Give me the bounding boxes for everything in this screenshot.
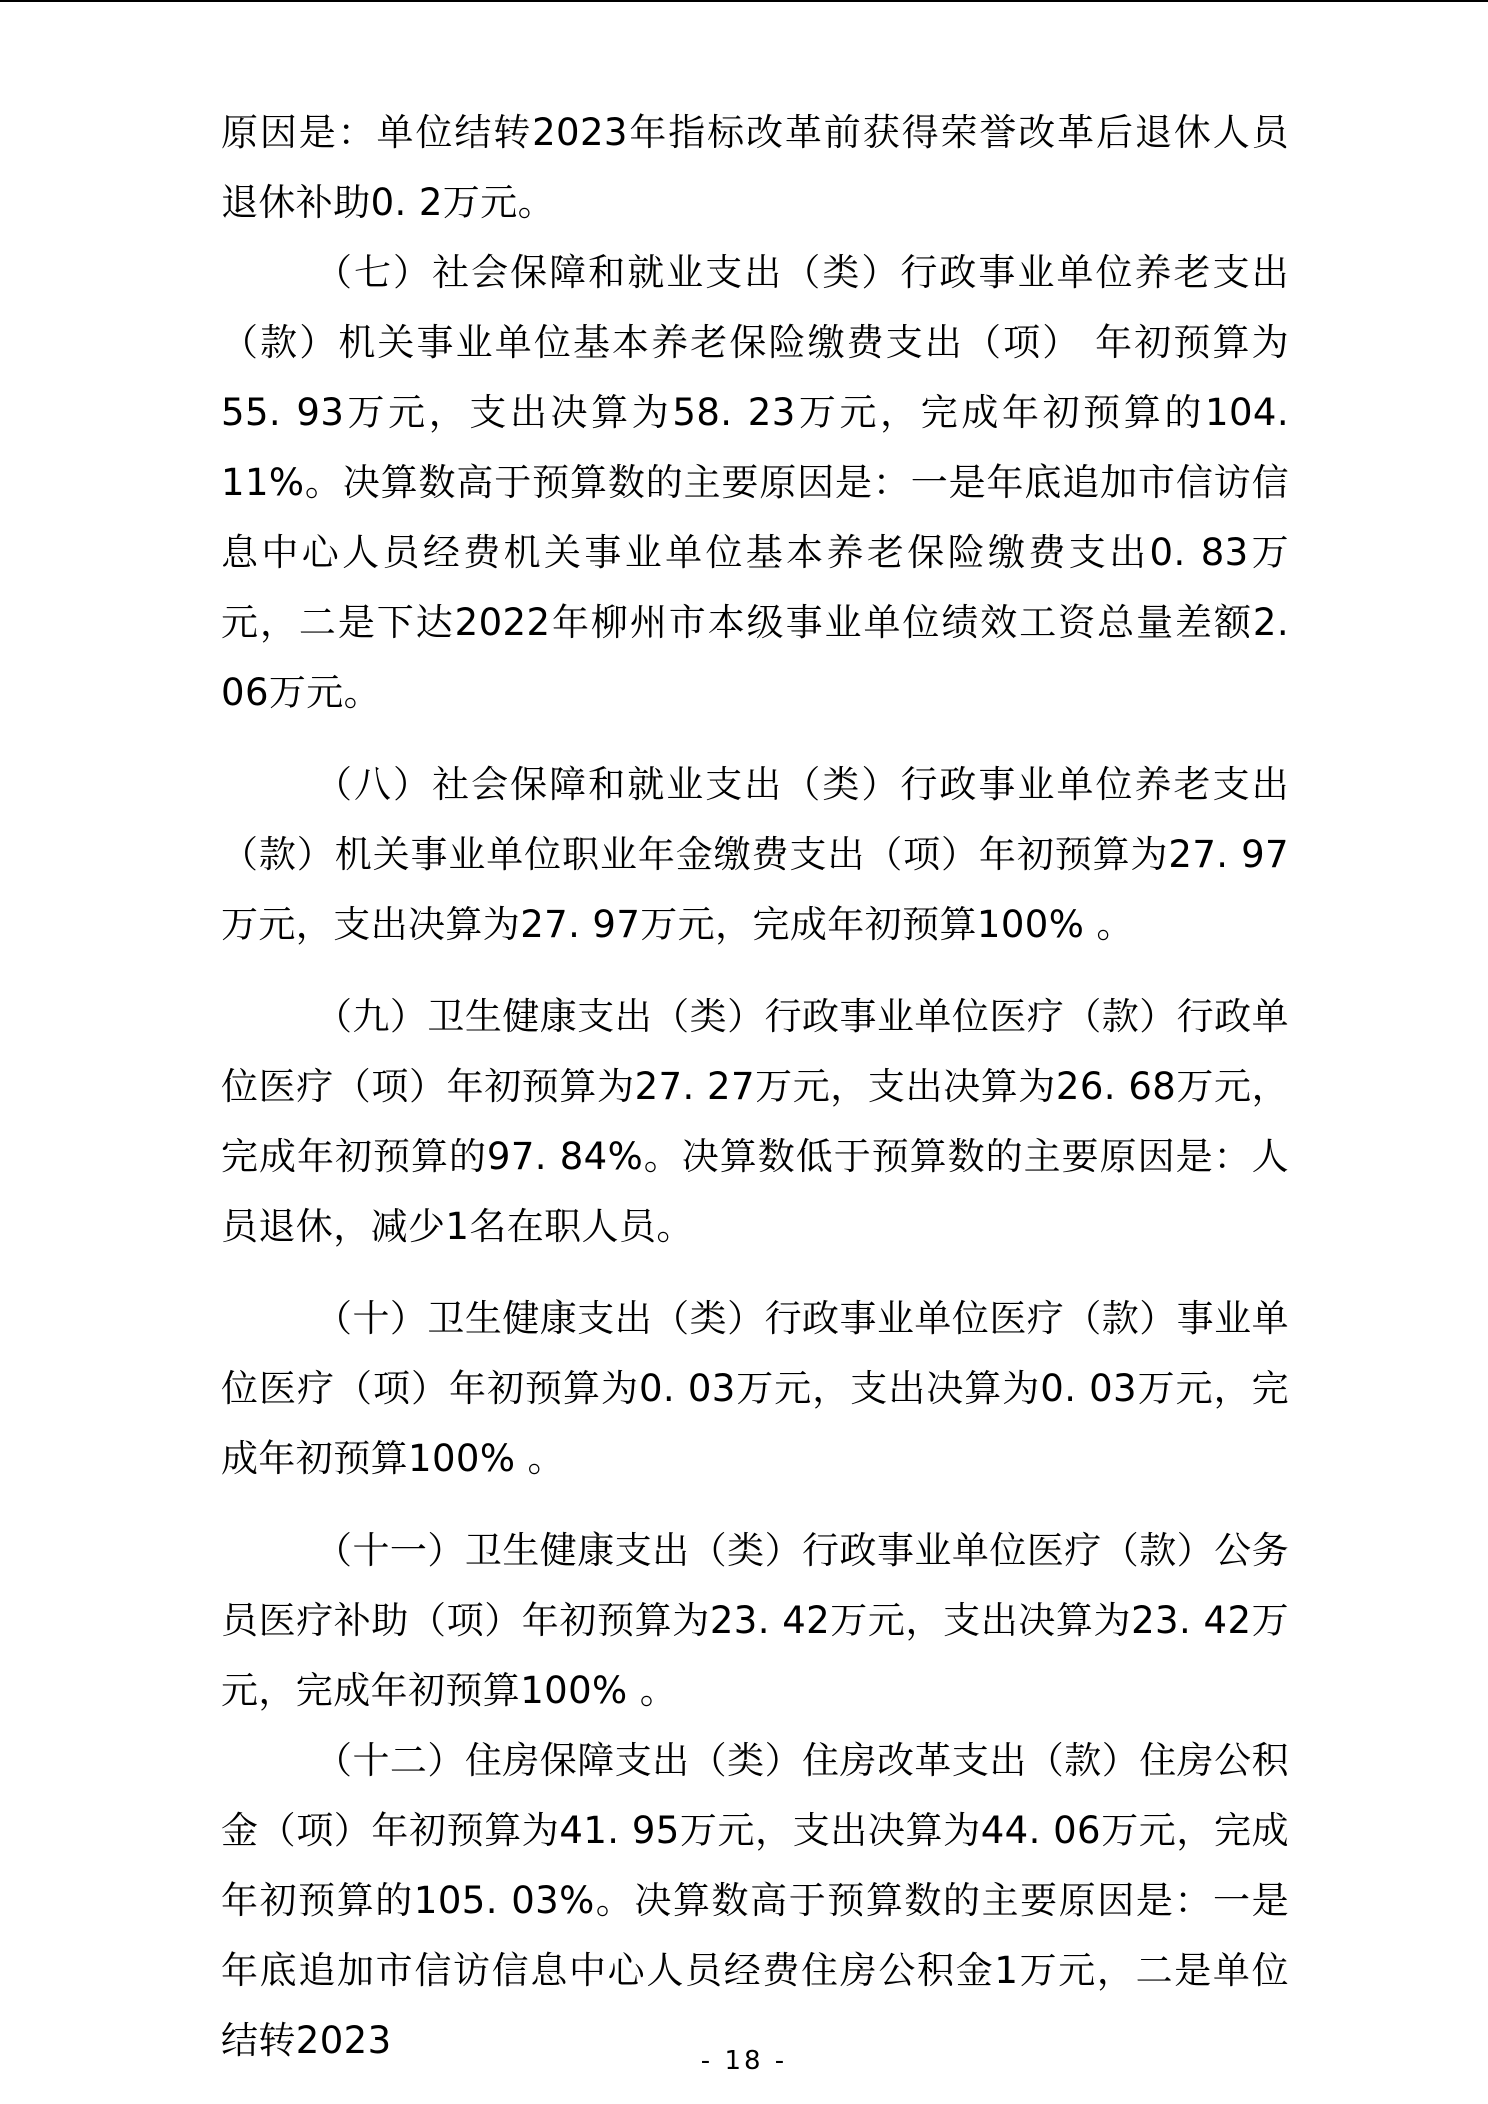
page-number: - 18 - [700,2046,788,2076]
paragraph-item-9: （九）卫生健康支出（类）行政事业单位医疗（款）行政单位医疗（项）年初预算为27. 27万元，支出决算为26. 68万元，完成年初预算的97. 84%。决算数低于预算数的主要原因是：人员退休，减少1名在职人员。 [221,995,1289,1248]
paragraph-continuation: 原因是：单位结转2023年指标改革前获得荣誉改革后退休人员退休补助0. 2万元。 [221,111,1289,224]
paragraph-item-8: （八）社会保障和就业支出（类）行政事业单位养老支出（款）机关事业单位职业年金缴费支出（项）年初预算为27. 97万元，支出决算为27. 97万元，完成年初预算100% 。 [221,763,1289,946]
paragraph-item-7: （七）社会保障和就业支出（类）行政事业单位养老支出（款）机关事业单位基本养老保险缴费支出（项） 年初预算为55. 93万元，支出决算为58. 23万元，完成年初预算的104. 11%。决算数高于预算数的主要原因是：一是年底追加市信访信息中心人员经费机关事业单位基本养老保险缴费支出0. 83万元，二是下达2022年柳州市本级事业单位绩效工资总量差额2. 06万元。 [221,251,1289,714]
paragraph-item-10: （十）卫生健康支出（类）行政事业单位医疗（款）事业单位医疗（项）年初预算为0. 03万元，支出决算为0. 03万元，完成年初预算100% 。 [221,1297,1289,1480]
paragraph-item-12: （十二）住房保障支出（类）住房改革支出（款）住房公积金（项）年初预算为41. 95万元，支出决算为44. 06万元，完成年初预算的105. 03%。决算数高于预算数的主要原因是：一是年底追加市信访信息中心人员经费住房公积金1万元，二是单位结转2023 [221,1739,1289,2062]
page-top-border [0,0,1488,2]
paragraph-item-11: （十一）卫生健康支出（类）行政事业单位医疗（款）公务员医疗补助（项）年初预算为23. 42万元，支出决算为23. 42万元，完成年初预算100% 。 [221,1529,1289,1712]
document-body [221,98,1289,2076]
